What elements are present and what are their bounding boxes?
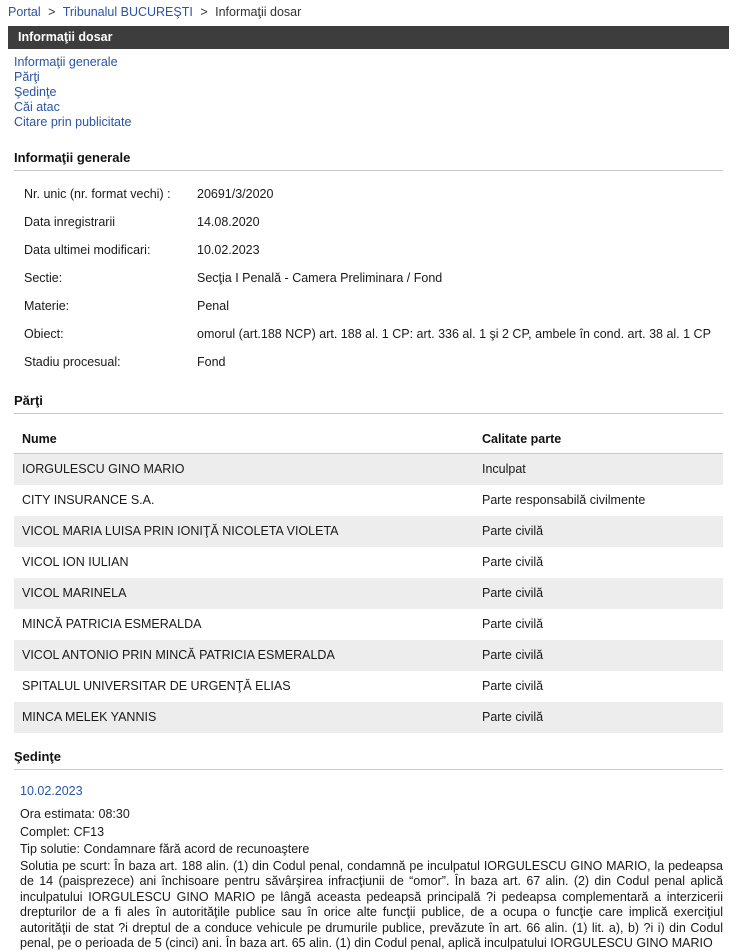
toc-item-citare-prin-publicitate[interactable]: Citare prin publicitate xyxy=(14,115,132,129)
field-label: Data inregistrarii xyxy=(24,215,116,229)
party-name: VICOL MARINELA xyxy=(14,578,474,609)
party-name: CITY INSURANCE S.A. xyxy=(14,485,474,516)
parties-table xyxy=(14,426,723,733)
page-title-general-info: Informaţii generale xyxy=(14,150,723,171)
table-row xyxy=(14,454,723,486)
field-label: Obiect: xyxy=(24,327,64,341)
party-quality: Parte responsabilă civilmente xyxy=(474,485,723,516)
section-header-case-info: Informaţii dosar xyxy=(8,26,729,49)
table-row xyxy=(14,702,723,733)
table-header-row xyxy=(14,426,723,454)
party-name: VICOL MARIA LUISA PRIN IONIŢĂ NICOLETA VIOLETA xyxy=(14,516,474,547)
field-row xyxy=(14,293,723,321)
hearing-entry xyxy=(0,784,737,952)
breadcrumb-item-portal[interactable]: Portal xyxy=(8,5,41,19)
toc-item-sedinte[interactable]: Şedinţe xyxy=(14,85,57,99)
party-quality: Parte civilă xyxy=(474,547,723,578)
table-row xyxy=(14,671,723,702)
table-row xyxy=(14,578,723,609)
party-quality: Parte civilă xyxy=(474,640,723,671)
field-label: Materie: xyxy=(24,299,70,313)
field-row xyxy=(14,265,723,293)
field-value: Fond xyxy=(197,355,226,369)
table-row xyxy=(14,609,723,640)
column-header-quality: Calitate parte xyxy=(474,426,723,454)
party-name: MINCĂ PATRICIA ESMERALDA xyxy=(14,609,474,640)
field-label: Nr. unic (nr. format vechi) : xyxy=(24,187,171,201)
field-row xyxy=(14,321,723,349)
field-label: Data ultimei modificari: xyxy=(24,243,151,257)
breadcrumb-separator: > xyxy=(48,5,56,19)
field-value: Penal xyxy=(197,299,229,313)
toc-item-cai-atac[interactable]: Căi atac xyxy=(14,100,60,114)
party-name: IORGULESCU GINO MARIO xyxy=(14,454,474,486)
field-value: omorul (art.188 NCP) art. 188 al. 1 CP: art. 336 al. 1 şi 2 CP, ambele în cond. art. 38 al. 1 CP xyxy=(197,327,711,341)
hearing-solution-summary: Solutia pe scurt: În baza art. 188 alin. (1) din Codul penal, condamnă pe inculpatul IORGULESCU GINO MARIO, la pedeapsa de 14 (paisprezece) ani închisoare pentru săvârşirea infracţiunii de “omor”. În baza art. 67 alin. (2) din Codul penal aplică inculpatului IORGULESCU GINO MARIO pe lângă aceasta pedeapsă principală ?i pedeapsa complementară a interzicerii drepturilor de a fi ales în autorităţile publice sau în orice alte funcţii publice, de a ocupa o funcţie care implică exerciţiul autorităţii de stat ?i dreptul de a conduce vehicule pe drumurile publice, prevăzute în art. 66 alin. (1) lit. a), b) ?i i) din Codul penal, pe o perioada de 5 (cinci) ani. În baza art. 65 alin. (1) din Codul penal, aplică inculpatului IORGULESCU GINO MARIO xyxy=(20,858,723,950)
table-row xyxy=(14,516,723,547)
general-info-fields xyxy=(0,181,737,377)
party-quality: Parte civilă xyxy=(474,516,723,547)
field-label: Sectie: xyxy=(24,271,63,285)
hearing-details xyxy=(20,806,723,859)
table-row xyxy=(14,547,723,578)
party-name: VICOL ION IULIAN xyxy=(14,547,474,578)
party-quality: Parte civilă xyxy=(474,578,723,609)
party-quality: Parte civilă xyxy=(474,609,723,640)
column-header-name: Nume xyxy=(14,426,474,454)
field-row xyxy=(14,209,723,237)
party-quality: Inculpat xyxy=(474,454,723,486)
page-title-parties: Părţi xyxy=(14,393,723,414)
party-name: SPITALUL UNIVERSITAR DE URGENŢĂ ELIAS xyxy=(14,671,474,702)
field-value: 20691/3/2020 xyxy=(197,187,274,201)
hearing-date: 10.02.2023 xyxy=(20,784,83,798)
table-row xyxy=(14,640,723,671)
party-name: MINCA MELEK YANNIS xyxy=(14,702,474,733)
breadcrumb-separator-2: > xyxy=(200,5,208,19)
field-row xyxy=(14,349,723,377)
field-value: 14.08.2020 xyxy=(197,215,260,229)
party-name: VICOL ANTONIO PRIN MINCĂ PATRICIA ESMERALDA xyxy=(14,640,474,671)
hearing-solution-type: Tip solutie: Condamnare fără acord de recunoaştere xyxy=(20,842,310,856)
party-quality: Parte civilă xyxy=(474,702,723,733)
field-value: 10.02.2023 xyxy=(197,243,260,257)
hearing-panel: Complet: CF13 xyxy=(20,824,105,839)
party-quality: Parte civilă xyxy=(474,671,723,702)
table-row xyxy=(14,485,723,516)
table-of-contents xyxy=(0,49,737,134)
breadcrumb-item-current: Informaţii dosar xyxy=(215,5,302,19)
toc-item-informatii-generale[interactable]: Informaţii generale xyxy=(14,55,118,69)
breadcrumb xyxy=(0,0,737,23)
hearing-estimated-time: Ora estimata: 08:30 xyxy=(20,807,130,821)
field-row xyxy=(14,237,723,265)
breadcrumb-item-court[interactable]: Tribunalul BUCUREŞTI xyxy=(62,5,193,19)
page-title-hearings: Şedinţe xyxy=(14,749,723,770)
toc-item-parti[interactable]: Părţi xyxy=(14,70,40,84)
field-row xyxy=(14,181,723,209)
field-label: Stadiu procesual: xyxy=(24,355,121,369)
field-value: Secţia I Penală - Camera Preliminara / Fond xyxy=(197,271,443,285)
